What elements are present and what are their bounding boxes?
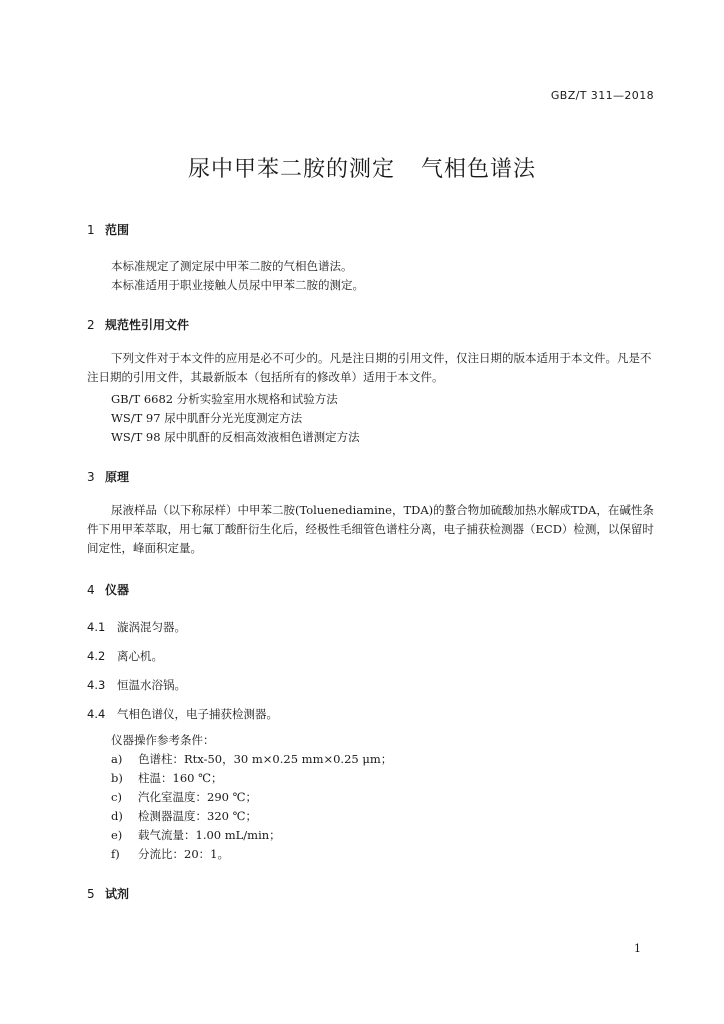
reference-wst-97: WS/T 97 尿中肌酐分光光度测定方法 xyxy=(111,411,303,425)
instrument-vortex-mixer: 4.1 漩涡混匀器。 xyxy=(87,620,186,634)
condition-item: f) 分流比：20：1。 xyxy=(111,847,229,861)
page-number: 1 xyxy=(634,942,641,955)
instrument-gas-chromatograph: 4.4 气相色谱仪，电子捕获检测器。 xyxy=(87,707,278,721)
instrument-centrifuge: 4.2 离心机。 xyxy=(87,649,163,663)
reference-wst-98: WS/T 98 尿中肌酐的反相高效液相色谱测定方法 xyxy=(111,430,360,444)
title-method: 气相色谱法 xyxy=(421,157,537,182)
scope-line-1: 本标准规定了测定尿中甲苯二胺的气相色谱法。 xyxy=(111,259,353,273)
instrument-water-bath: 4.3 恒温水浴锅。 xyxy=(87,678,186,692)
references-intro: 下列文件对于本文件的应用是必不可少的。凡是注日期的引用文件，仅注日期的版本适用于本文件。凡是不注日期的引用文件，其最新版本（包括所有的修改单）适用于本文件。 xyxy=(87,351,652,384)
document-title xyxy=(0,152,724,183)
standard-code: GBZ/T 311—2018 xyxy=(550,89,654,102)
condition-item: d) 检测器温度：320 ℃； xyxy=(111,809,257,823)
section-heading-principle: 3 原理 xyxy=(87,470,130,484)
section-heading-scope: 1 范围 xyxy=(87,223,130,237)
section-heading-reagents: 5 试剂 xyxy=(87,887,130,901)
reference-gbt-6682: GB/T 6682 分析实验室用水规格和试验方法 xyxy=(111,392,338,406)
title-main: 尿中甲苯二胺的测定 xyxy=(187,157,395,182)
section-heading-references: 2 规范性引用文件 xyxy=(87,318,190,332)
condition-item: b) 柱温：160 ℃； xyxy=(111,771,223,785)
scope-line-2: 本标准适用于职业接触人员尿中甲苯二胺的测定。 xyxy=(111,278,364,292)
section-heading-instruments: 4 仪器 xyxy=(87,583,130,597)
condition-item: e) 载气流量：1.00 mL/min； xyxy=(111,828,281,842)
principle-text: 尿液样品（以下称尿样）中甲苯二胺(Toluenediamine，TDA)的螯合物加硫酸加热水解成TDA，在碱性条件下用甲苯萃取，用七氟丁酸酐衍生化后，经极性毛细管色谱柱分离，电子捕获检测器（ECD）检测，以保留时间定性，峰面积定量。 xyxy=(87,503,654,555)
condition-item: c) 汽化室温度：290 ℃； xyxy=(111,790,257,804)
condition-item: a) 色谱柱：Rtx-50，30 m×0.25 mm×0.25 μm； xyxy=(111,752,393,766)
conditions-title: 仪器操作参考条件： xyxy=(111,733,215,747)
